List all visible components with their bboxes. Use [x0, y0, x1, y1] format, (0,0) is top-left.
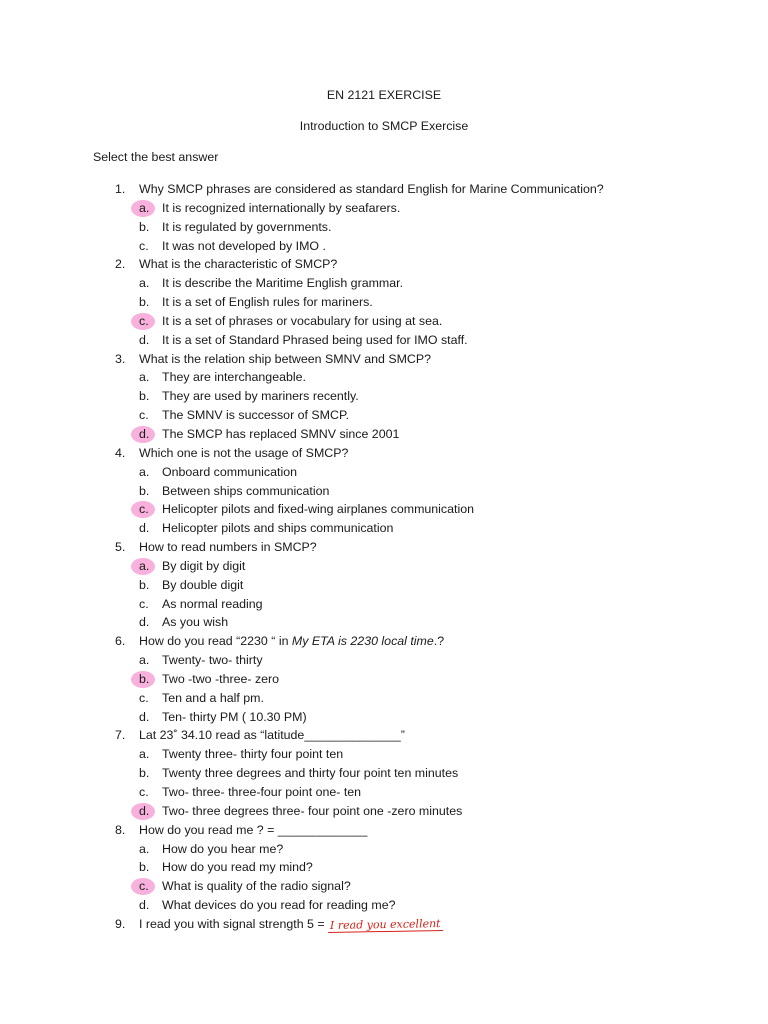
question-number: 3.	[115, 351, 126, 366]
answer-option	[0, 331, 768, 350]
answer-option	[0, 651, 768, 670]
answer-option	[0, 500, 768, 519]
answer-option	[0, 576, 768, 595]
option-letter: b.	[139, 860, 150, 875]
question-text-part: How do you read me ? = _____________	[139, 822, 368, 837]
question-text-part: How to read numbers in SMCP?	[139, 540, 317, 555]
question-text	[139, 632, 444, 651]
question-number: 8.	[115, 822, 126, 837]
option-letter: b.	[139, 577, 150, 592]
question-text-part: How do you read “2230 “ in	[139, 634, 292, 649]
option-letter: b.	[139, 483, 150, 498]
question-number: 9.	[115, 916, 126, 931]
option-letter: a.	[139, 747, 150, 762]
question-text	[139, 726, 405, 745]
option-text: It was not developed by IMO .	[162, 238, 326, 253]
question-row	[0, 180, 768, 199]
answer-option	[0, 802, 768, 821]
option-text: It is recognized internationally by seafarers.	[162, 200, 401, 215]
answer-option	[0, 237, 768, 256]
question-row	[0, 538, 768, 557]
answer-option	[0, 670, 768, 689]
option-text: Two- three degrees three- four point one -zero minutes	[162, 803, 463, 818]
option-text: Twenty three degrees and thirty four point ten minutes	[162, 766, 459, 781]
option-text: They are interchangeable.	[162, 370, 306, 385]
option-text: Two -two -three- zero	[162, 671, 280, 686]
option-letter: d.	[139, 615, 150, 630]
option-text: Twenty three- thirty four point ten	[162, 747, 344, 762]
option-text: Two- three- three-four point one- ten	[162, 785, 362, 799]
question-text-italic: My ETA is 2230 local time	[291, 634, 434, 649]
option-letter: d.	[139, 898, 150, 913]
option-letter: d.	[139, 803, 150, 818]
answer-option	[0, 274, 768, 293]
answer-option	[0, 387, 768, 406]
option-text: The SMCP has replaced SMNV since 2001	[162, 426, 400, 441]
option-text: How do you read my mind?	[162, 860, 313, 875]
question-row	[0, 915, 768, 934]
page-title: EN 2121 EXERCISE	[326, 88, 442, 102]
option-letter: b.	[139, 219, 150, 234]
option-text: It is a set of phrases or vocabulary for using at sea.	[162, 313, 443, 328]
answer-option	[0, 595, 768, 614]
question-row	[0, 632, 768, 651]
option-letter: c.	[139, 690, 149, 705]
question-text	[139, 538, 317, 557]
option-letter: c.	[139, 313, 149, 328]
handwritten-answer: I read you excellent	[328, 917, 443, 933]
answer-option	[0, 312, 768, 331]
option-text: Helicopter pilots and fixed-wing airplanes communication	[162, 502, 474, 517]
option-text: It is regulated by governments.	[162, 219, 332, 234]
question-text-part: What is the relation ship between SMNV and SMCP?	[139, 351, 432, 366]
option-text: What is quality of the radio signal?	[162, 879, 351, 894]
page-subtitle: Introduction to SMCP Exercise	[299, 119, 469, 133]
option-letter: d.	[139, 521, 150, 536]
option-text: What devices do you read for reading me?	[162, 898, 396, 913]
answer-option	[0, 896, 768, 915]
option-text: Twenty- two- thirty	[162, 653, 263, 668]
option-text: By digit by digit	[162, 558, 246, 573]
option-letter: b.	[139, 671, 150, 686]
answer-option	[0, 613, 768, 632]
answer-option	[0, 708, 768, 727]
question-row	[0, 350, 768, 369]
option-letter: a.	[139, 276, 150, 291]
question-number: 1.	[115, 182, 126, 196]
option-text: Ten- thirty PM ( 10.30 PM)	[162, 709, 307, 724]
option-text: It is a set of English rules for mariners.	[162, 295, 373, 310]
option-text: As normal reading	[162, 596, 263, 611]
question-text-part: I read you with signal strength 5 =	[139, 916, 329, 931]
answer-option	[0, 199, 768, 218]
question-text	[139, 444, 348, 463]
answer-option	[0, 745, 768, 764]
option-letter: c.	[139, 502, 149, 517]
question-text	[139, 180, 604, 199]
answer-option	[0, 368, 768, 387]
option-text: It is describe the Maritime English grammar.	[162, 276, 404, 291]
option-letter: b.	[139, 389, 150, 404]
answer-option	[0, 406, 768, 425]
question-text	[139, 350, 431, 369]
option-letter: c.	[139, 785, 149, 799]
question-number: 4.	[115, 445, 126, 460]
option-text: Ten and a half pm.	[162, 690, 264, 705]
option-text: Between ships communication	[162, 483, 330, 498]
answer-option	[0, 764, 768, 783]
answer-option	[0, 482, 768, 501]
option-text: They are used by mariners recently.	[162, 389, 359, 404]
question-row	[0, 255, 768, 274]
option-text: By double digit	[162, 577, 244, 592]
answer-option	[0, 519, 768, 538]
question-text-part: What is the characteristic of SMCP?	[139, 257, 338, 272]
option-letter: d.	[139, 332, 150, 347]
question-text	[139, 821, 367, 840]
option-text: It is a set of Standard Phrased being used for IMO staff.	[162, 332, 468, 347]
answer-option	[0, 858, 768, 877]
option-letter: a.	[139, 464, 150, 479]
question-row	[0, 821, 768, 840]
answer-option	[0, 463, 768, 482]
option-letter: b.	[139, 766, 150, 781]
answer-option	[0, 689, 768, 708]
answer-option	[0, 783, 768, 802]
option-letter: b.	[139, 295, 150, 310]
question-text-part: Which one is not the usage of SMCP?	[139, 445, 349, 460]
option-text: The SMNV is successor of SMCP.	[162, 408, 350, 423]
option-text: As you wish	[162, 615, 229, 630]
option-letter: a.	[139, 841, 150, 856]
question-text	[139, 915, 443, 934]
question-text	[139, 255, 337, 274]
question-number: 7.	[115, 728, 126, 743]
option-letter: d.	[139, 426, 150, 441]
option-letter: c.	[139, 596, 149, 611]
question-text-part: .?	[433, 634, 445, 649]
option-letter: a.	[139, 200, 150, 215]
question-text-part: Lat 23˚ 34.10 read as “latitude______________”	[139, 728, 405, 743]
answer-option	[0, 425, 768, 444]
question-row	[0, 726, 768, 745]
question-number: 2.	[115, 257, 126, 272]
answer-option	[0, 293, 768, 312]
option-text: How do you hear me?	[162, 841, 284, 856]
option-text: Onboard communication	[162, 464, 297, 479]
option-letter: c.	[139, 879, 149, 894]
answer-option	[0, 877, 768, 896]
answer-option	[0, 557, 768, 576]
option-letter: c.	[139, 408, 149, 423]
option-letter: a.	[139, 558, 150, 573]
question-text-part: Why SMCP phrases are considered as standard English for Marine Communication?	[139, 182, 604, 196]
option-letter: a.	[139, 370, 150, 385]
answer-option	[0, 840, 768, 859]
question-row	[0, 444, 768, 463]
option-letter: d.	[139, 709, 150, 724]
question-number: 5.	[115, 540, 126, 555]
question-list	[0, 180, 768, 934]
option-letter: c.	[139, 238, 149, 253]
option-letter: a.	[139, 653, 150, 668]
instruction-text: Select the best answer	[93, 150, 219, 164]
option-text: Helicopter pilots and ships communication	[162, 521, 394, 536]
answer-option	[0, 218, 768, 237]
question-number: 6.	[115, 634, 126, 649]
